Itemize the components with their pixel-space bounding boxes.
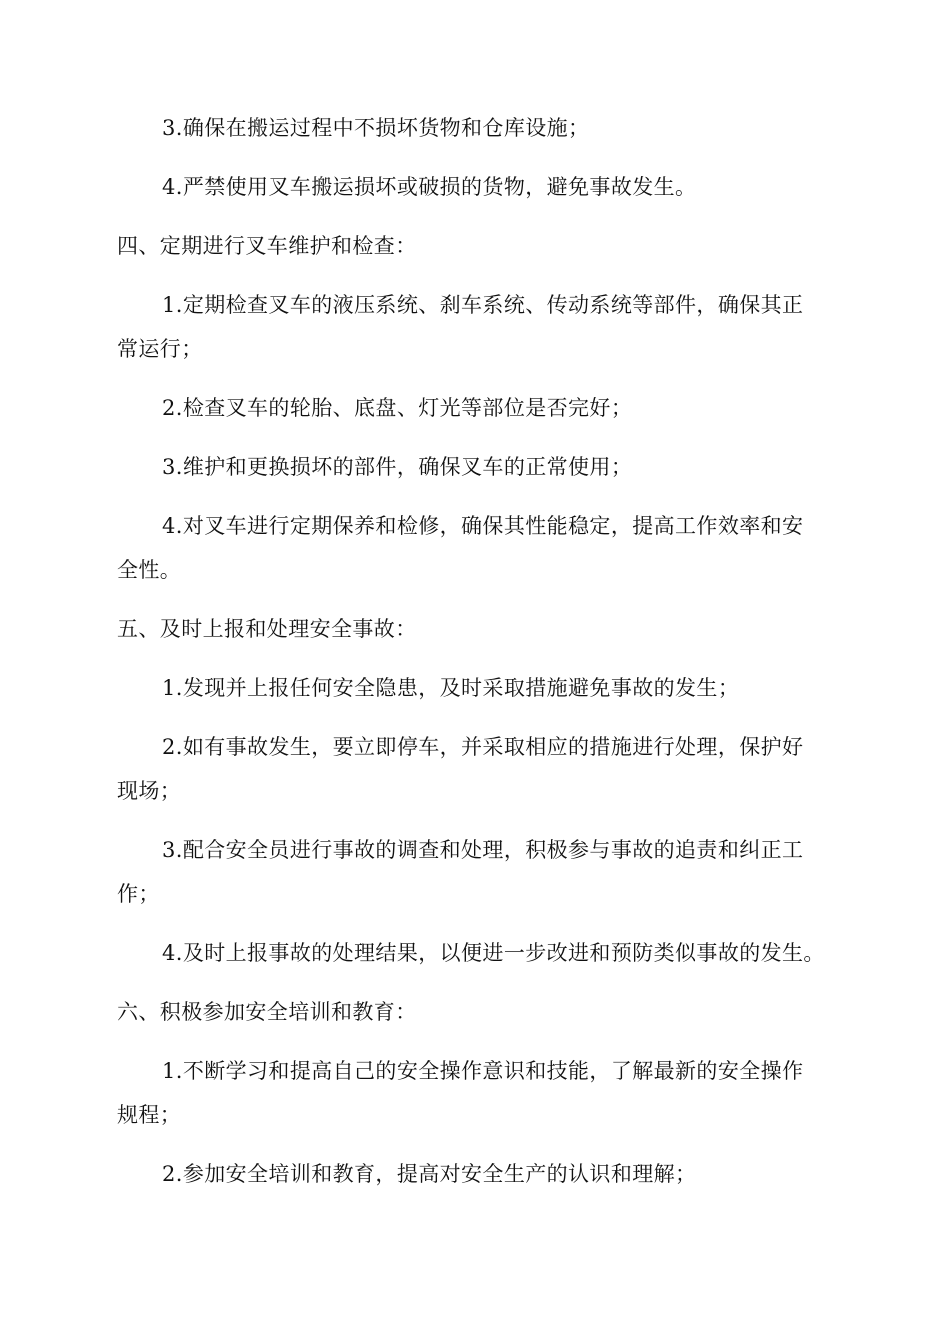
list-item-continuation: 规程； <box>117 1103 182 1127</box>
list-item: 4.严禁使用叉车搬运损坏或破损的货物，避免事故发生。 <box>162 175 697 199</box>
list-item: 2.检查叉车的轮胎、底盘、灯光等部位是否完好； <box>162 396 633 420</box>
list-item: 1.定期检查叉车的液压系统、刹车系统、传动系统等部件，确保其正 <box>162 293 804 317</box>
list-item-continuation: 作； <box>117 882 160 906</box>
list-item-continuation: 现场； <box>117 779 182 803</box>
list-item: 1.不断学习和提高自己的安全操作意识和技能，了解最新的安全操作 <box>162 1059 804 1083</box>
list-item-continuation: 常运行； <box>117 337 203 361</box>
list-item-continuation: 全性。 <box>117 558 182 582</box>
section-heading: 四、定期进行叉车维护和检查： <box>117 234 417 258</box>
list-item: 3.维护和更换损坏的部件，确保叉车的正常使用； <box>162 455 633 479</box>
list-item: 4.及时上报事故的处理结果，以便进一步改进和预防类似事故的发生。 <box>162 941 825 965</box>
list-item: 4.对叉车进行定期保养和检修，确保其性能稳定，提高工作效率和安 <box>162 514 804 538</box>
section-heading: 六、积极参加安全培训和教育： <box>117 1000 417 1024</box>
list-item: 1.发现并上报任何安全隐患，及时采取措施避免事故的发生； <box>162 676 740 700</box>
list-item: 2.参加安全培训和教育，提高对安全生产的认识和理解； <box>162 1162 697 1186</box>
list-item: 3.配合安全员进行事故的调查和处理，积极参与事故的追责和纠正工 <box>162 838 804 862</box>
list-item: 3.确保在搬运过程中不损坏货物和仓库设施； <box>162 116 590 140</box>
list-item: 2.如有事故发生，要立即停车，并采取相应的措施进行处理，保护好 <box>162 735 804 759</box>
section-heading: 五、及时上报和处理安全事故： <box>117 617 417 641</box>
